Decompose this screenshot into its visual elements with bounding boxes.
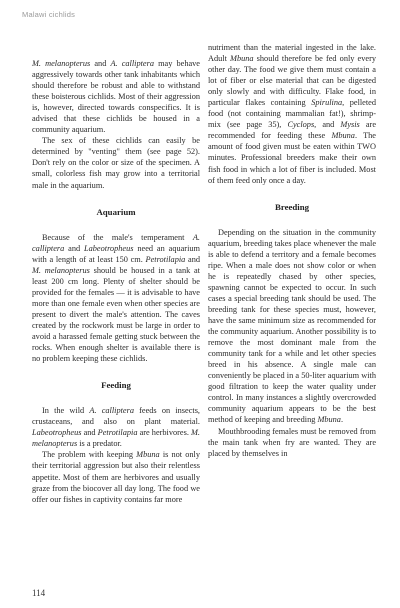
left-paragraph-1: M. melanopterus and A. calliptera may behave aggressively towards other tank inhabitants which should therefore be robust and able to withstand these boisterous cichlids. Most of their aggression is, however, directed towards conspecifics. It is advised that these cichlids be housed in a community aquarium.	[32, 59, 200, 135]
right-paragraph-2: Depending on the situation in the community aquarium, breeding takes place whenever the male is able to defend a territory and a female becomes ripe. When a male does not show color or when he is repeatedly chased by other species, spawning cannot be expected to occur. In such cases a special breeding tank should be used. The breeding tank for these species must, however, have the same minimum size as recommended for the community aquarium. Another possibility is to remove the most dominant male from the community tank for a while and let other species breed in his absence. A single male can conveniently be placed in a 50-liter aquarium with good filtration to keep the water quality under control. In many instances a slightly overcrowded community aquarium appears to be the best method of keeping and breeding Mbuna.	[208, 227, 376, 425]
right-paragraph-1: nutriment than the material ingested in the lake. Adult Mbuna should therefore be fed only every other day. The food we give them must contain a lot of fiber or else material that can be digested only slowly and with difficulty. Flake food, in particular flakes containing Spirulina, pelleted food (not containing mammalian fat!), shrimp-mix (see page 35), Cyclops, and Mysis are recommended for feeding these Mbuna. The amount of food given must be eaten within TWO minutes. Professional breeders make their own fish food in which a lot of fiber is included. Most of them feed only once a day.	[208, 43, 377, 185]
right-column	[208, 42, 376, 459]
heading-aquarium: Aquarium	[96, 206, 136, 217]
left-paragraph-5: The problem with keeping Mbuna is not only their territorial aggression but also their relentless appetite. Most of them are herbivores and usually graze from the biocover all day long. The food we offer our fishes in captivity contains far more	[32, 450, 200, 504]
heading-breeding: Breeding	[274, 201, 310, 212]
left-column	[32, 58, 200, 505]
left-paragraph-3: Because of the male's temperament A. calliptera and Labeotropheus need an aquarium with a length of at least 150 cm. Petrotilapia and M. melanopterus should be housed in a tank at least 200 cm long. Plenty of shelter should be provided for the females — it is advisable to have more than one female even when other species are present to divert the male's attention. The caves created by the rockwork must be large in order to avoid a harassed female getting stuck between the rocks. When enough shelter is available there is no problem keeping these cichlids.	[32, 232, 200, 364]
left-paragraph-4: In the wild A. calliptera feeds on insects, crustaceans, and also on plant material. Labeotropheus and Petrotilapia are herbivores. M. melanopterus is a predator.	[32, 406, 200, 449]
heading-feeding: Feeding	[101, 380, 131, 391]
page-number: 114	[32, 588, 46, 598]
right-paragraph-3: Mouthbrooding females must be removed from the main tank when fry are wanted. They are placed by themselves in	[208, 426, 376, 458]
running-head: Malawi cichlids	[22, 10, 76, 19]
left-paragraph-2: The sex of these cichlids can easily be determined by "venting" them (see page 52). Don't rely on the color or size of the specimen. A small, colorless fish may grow into a territorial male in the aquarium.	[32, 136, 200, 190]
